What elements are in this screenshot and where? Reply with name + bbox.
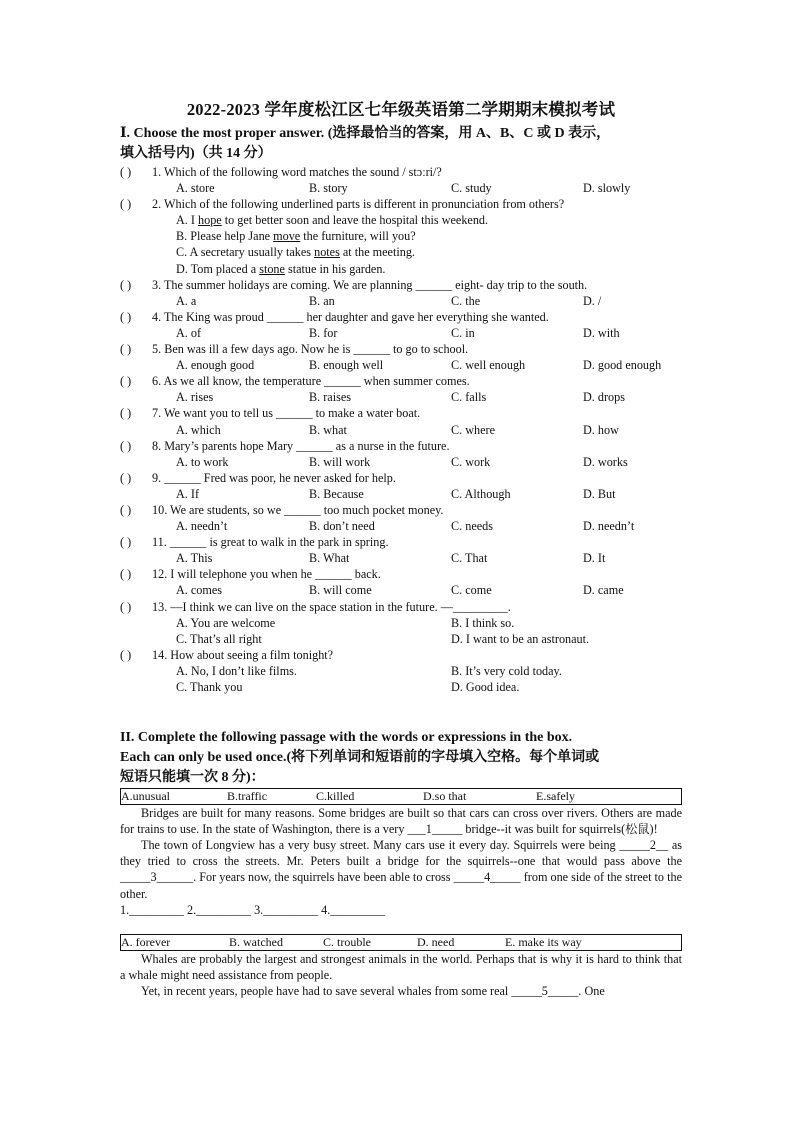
passage-paragraph: The town of Longview has a very busy street. Many cars use it every day. Squirrels were being _____2__ as they tried to cross the streets. Mr. Peters built a bridge for the squirrels--one that would pass above the _____3______. For years now, the squirrels have been able to cross _____4_____ from one side of the street to the other. [120, 837, 682, 901]
option-d: D. how [583, 422, 619, 437]
section2-heading-line1: II. Complete the following passage with the words or expressions in the box. [120, 729, 573, 745]
question-stem [120, 438, 682, 454]
option-a: A. needn’t [176, 519, 228, 534]
question-stem [120, 277, 682, 293]
option-text: A. I [176, 213, 199, 228]
question-stem [120, 164, 682, 180]
option-row [120, 422, 682, 438]
question-stem [120, 502, 682, 518]
exam-page [120, 96, 682, 999]
question-text: 10. We are students, so we ______ too much pocket money. [152, 502, 444, 517]
question-stem [120, 470, 682, 486]
option-d: D. Good idea. [451, 680, 520, 695]
underlined-word: stone [259, 261, 285, 276]
option-a: A. a [176, 293, 197, 308]
word-box-item: B.traffic [227, 788, 268, 803]
passage-paragraph: Whales are probably the largest and strongest animals in the world. Perhaps that is why it is hard to think that a whale might need assistance from people. [120, 951, 682, 982]
option-d: D. with [583, 325, 620, 340]
option-a: A. No, I don’t like films. [176, 664, 297, 679]
option-a: A. of [176, 325, 202, 340]
option-row [120, 518, 682, 534]
option-d: D. came [583, 583, 624, 598]
option-row [120, 357, 682, 373]
option-c: C. That [451, 551, 488, 566]
word-box-item: C. trouble [323, 934, 371, 949]
word-box-item: E. make its way [505, 934, 582, 949]
option-b: B. Because [309, 486, 364, 501]
question-stem [120, 309, 682, 325]
question-text: 4. The King was proud ______ her daughter and gave her everything she wanted. [152, 309, 549, 324]
section2-heading-line2: Each can only be used once.(将下列单词和短语前的字母填入空格。每个单词或 [120, 749, 600, 765]
option-row [120, 180, 682, 196]
answer-blanks[interactable]: 1._________ 2._________ 3._________ 4._________ [120, 902, 386, 917]
option-a: A. to work [176, 454, 229, 469]
option-a [120, 212, 682, 228]
option-a: A. rises [176, 390, 214, 405]
question-text: 6. As we all know, the temperature ______ when summer comes. [152, 374, 470, 389]
option-d: D. drops [583, 390, 625, 405]
section2-heading [120, 728, 682, 788]
question-text: 1. Which of the following word matches the sound / stɔːri/? [152, 165, 442, 179]
option-row [120, 663, 682, 679]
option-d: D. slowly [583, 181, 631, 196]
option-text: B. Please help Jane [176, 229, 274, 244]
option-c: C. well enough [451, 358, 526, 373]
option-c: C. Although [451, 486, 511, 501]
word-box-item: B. watched [229, 934, 283, 949]
option-c: C. falls [451, 390, 487, 405]
section2-heading-line3: 短语只能填一次 8 分)： [120, 769, 265, 785]
question-text: 11. ______ is great to walk in the park in spring. [152, 535, 389, 550]
question-text: 9. ______ Fred was poor, he never asked for help. [152, 470, 396, 485]
answer-bracket[interactable]: ( ) [120, 648, 132, 663]
underlined-word: move [273, 229, 301, 244]
question-stem [120, 405, 682, 421]
word-box-item: A.unusual [121, 788, 170, 803]
option-row [120, 486, 682, 502]
option-b: B. for [309, 325, 338, 340]
answer-bracket[interactable]: ( ) [120, 165, 132, 179]
option-b: B. enough well [309, 358, 384, 373]
option-row [120, 389, 682, 405]
option-d [120, 261, 682, 277]
option-a: A. enough good [176, 358, 255, 373]
option-b: B. It’s very cold today. [451, 664, 562, 679]
question-text: 8. Mary’s parents hope Mary ______ as a nurse in the future. [152, 438, 450, 453]
option-b: B. will work [309, 454, 371, 469]
answer-bracket[interactable]: ( ) [120, 535, 132, 550]
word-box-item: D. need [417, 934, 455, 949]
option-c: C. come [451, 583, 492, 598]
option-c: C. Thank you [176, 680, 243, 695]
option-b: B. raises [309, 390, 351, 405]
passage-2 [120, 951, 682, 1000]
option-b: B. an [309, 293, 335, 308]
option-a: A. which [176, 422, 221, 437]
answer-bracket[interactable]: ( ) [120, 567, 132, 582]
answer-bracket[interactable]: ( ) [120, 374, 132, 389]
option-c: C. work [451, 454, 491, 469]
option-row [120, 615, 682, 631]
option-a: A. You are welcome [176, 615, 276, 630]
option-text: to get better soon and leave the hospital this weekend. [221, 213, 489, 228]
question-stem [120, 341, 682, 357]
option-d: D. But [583, 486, 616, 501]
word-box-item: E.safely [536, 788, 575, 803]
option-b: B. What [309, 551, 350, 566]
passage-paragraph: Bridges are built for many reasons. Some bridges are built so that cars can cross over rivers. Others are made for trains to use. In the state of Washington, there is a very ___1_____ bridge--it was built for squirrels(松鼠)! [120, 805, 682, 836]
option-row [120, 679, 682, 695]
answer-bracket[interactable]: ( ) [120, 309, 132, 324]
option-d: D. I want to be an astronaut. [451, 631, 590, 646]
question-list [120, 164, 682, 696]
word-box-1 [120, 788, 682, 805]
question-text: 5. Ben was ill a few days ago. Now he is ______ to go to school. [152, 342, 469, 357]
option-b: B. story [309, 181, 348, 196]
question-text: 7. We want you to tell us ______ to make a water boat. [152, 406, 421, 421]
option-a: A. If [176, 486, 200, 501]
option-b: B. will come [309, 583, 372, 598]
question-text: 2. Which of the following underlined parts is different in pronunciation from others? [152, 197, 565, 212]
question-stem [120, 373, 682, 389]
option-text: D. Tom placed a [176, 261, 260, 276]
underlined-word: notes [314, 245, 340, 260]
option-row [120, 550, 682, 566]
underlined-word: hope [198, 213, 222, 228]
option-d: D. needn’t [583, 519, 635, 534]
question-text: 3. The summer holidays are coming. We are planning ______ eight- day trip to the south. [152, 277, 588, 292]
passage-paragraph: Yet, in recent years, people have had to save several whales from some real _____5_____. One [141, 984, 605, 999]
question-stem [120, 196, 682, 212]
option-a: A. comes [176, 583, 223, 598]
option-a: A. store [176, 181, 215, 196]
word-box-item: D.so that [423, 788, 467, 803]
answer-bracket[interactable]: ( ) [120, 438, 132, 453]
question-stem [120, 599, 682, 615]
option-text: statue in his garden. [284, 261, 386, 276]
option-b: B. don’t need [309, 519, 375, 534]
question-text: 13. —I think we can live on the space station in the future. —_________. [152, 599, 511, 614]
option-c: C. in [451, 325, 475, 340]
answer-bracket[interactable]: ( ) [120, 277, 132, 292]
option-row [120, 454, 682, 470]
answer-bracket[interactable]: ( ) [120, 599, 132, 614]
answer-bracket[interactable]: ( ) [120, 502, 132, 517]
word-box-item: C.killed [316, 788, 355, 803]
option-row [120, 582, 682, 598]
word-box-2 [120, 934, 682, 951]
option-row [120, 293, 682, 309]
option-d: D. good enough [583, 358, 662, 373]
section1-heading-line1: Ⅰ. Choose the most proper answer. (选择最恰当的答案，用 A、B、C 或 D 表示， [120, 126, 611, 141]
option-b: B. what [309, 422, 347, 437]
option-c: C. needs [451, 519, 493, 534]
option-d: D. / [583, 293, 602, 308]
word-box-item: A. forever [121, 934, 171, 949]
question-text: 12. I will telephone you when he ______ back. [152, 567, 381, 582]
answer-bracket[interactable]: ( ) [120, 470, 132, 485]
option-text: at the meeting. [339, 245, 415, 260]
option-row [120, 631, 682, 647]
option-c: C. That’s all right [176, 631, 262, 646]
question-stem [120, 534, 682, 550]
exam-title: 2022-2023 学年度松江区七年级英语第二学期期末模拟考试 [186, 100, 616, 119]
option-b: B. I think so. [451, 615, 515, 630]
option-c [120, 244, 682, 260]
section1-heading-line2: 填入括号内)（共 14 分） [120, 146, 272, 161]
passage-1 [120, 805, 682, 902]
option-d: D. It [583, 551, 606, 566]
option-c: C. the [451, 293, 481, 308]
option-row [120, 325, 682, 341]
answer-bracket[interactable]: ( ) [120, 197, 132, 212]
option-c: C. study [451, 181, 492, 196]
option-b [120, 228, 682, 244]
question-stem [120, 566, 682, 582]
option-c: C. where [451, 422, 495, 437]
option-text: the furniture, will you? [300, 229, 416, 244]
question-text: 14. How about seeing a film tonight? [152, 648, 334, 663]
option-a: A. This [176, 551, 213, 566]
option-text: C. A secretary usually takes [176, 245, 315, 260]
answer-bracket[interactable]: ( ) [120, 342, 132, 357]
answer-bracket[interactable]: ( ) [120, 406, 132, 421]
section1-heading [120, 124, 682, 164]
question-stem [120, 647, 682, 663]
option-d: D. works [583, 454, 628, 469]
